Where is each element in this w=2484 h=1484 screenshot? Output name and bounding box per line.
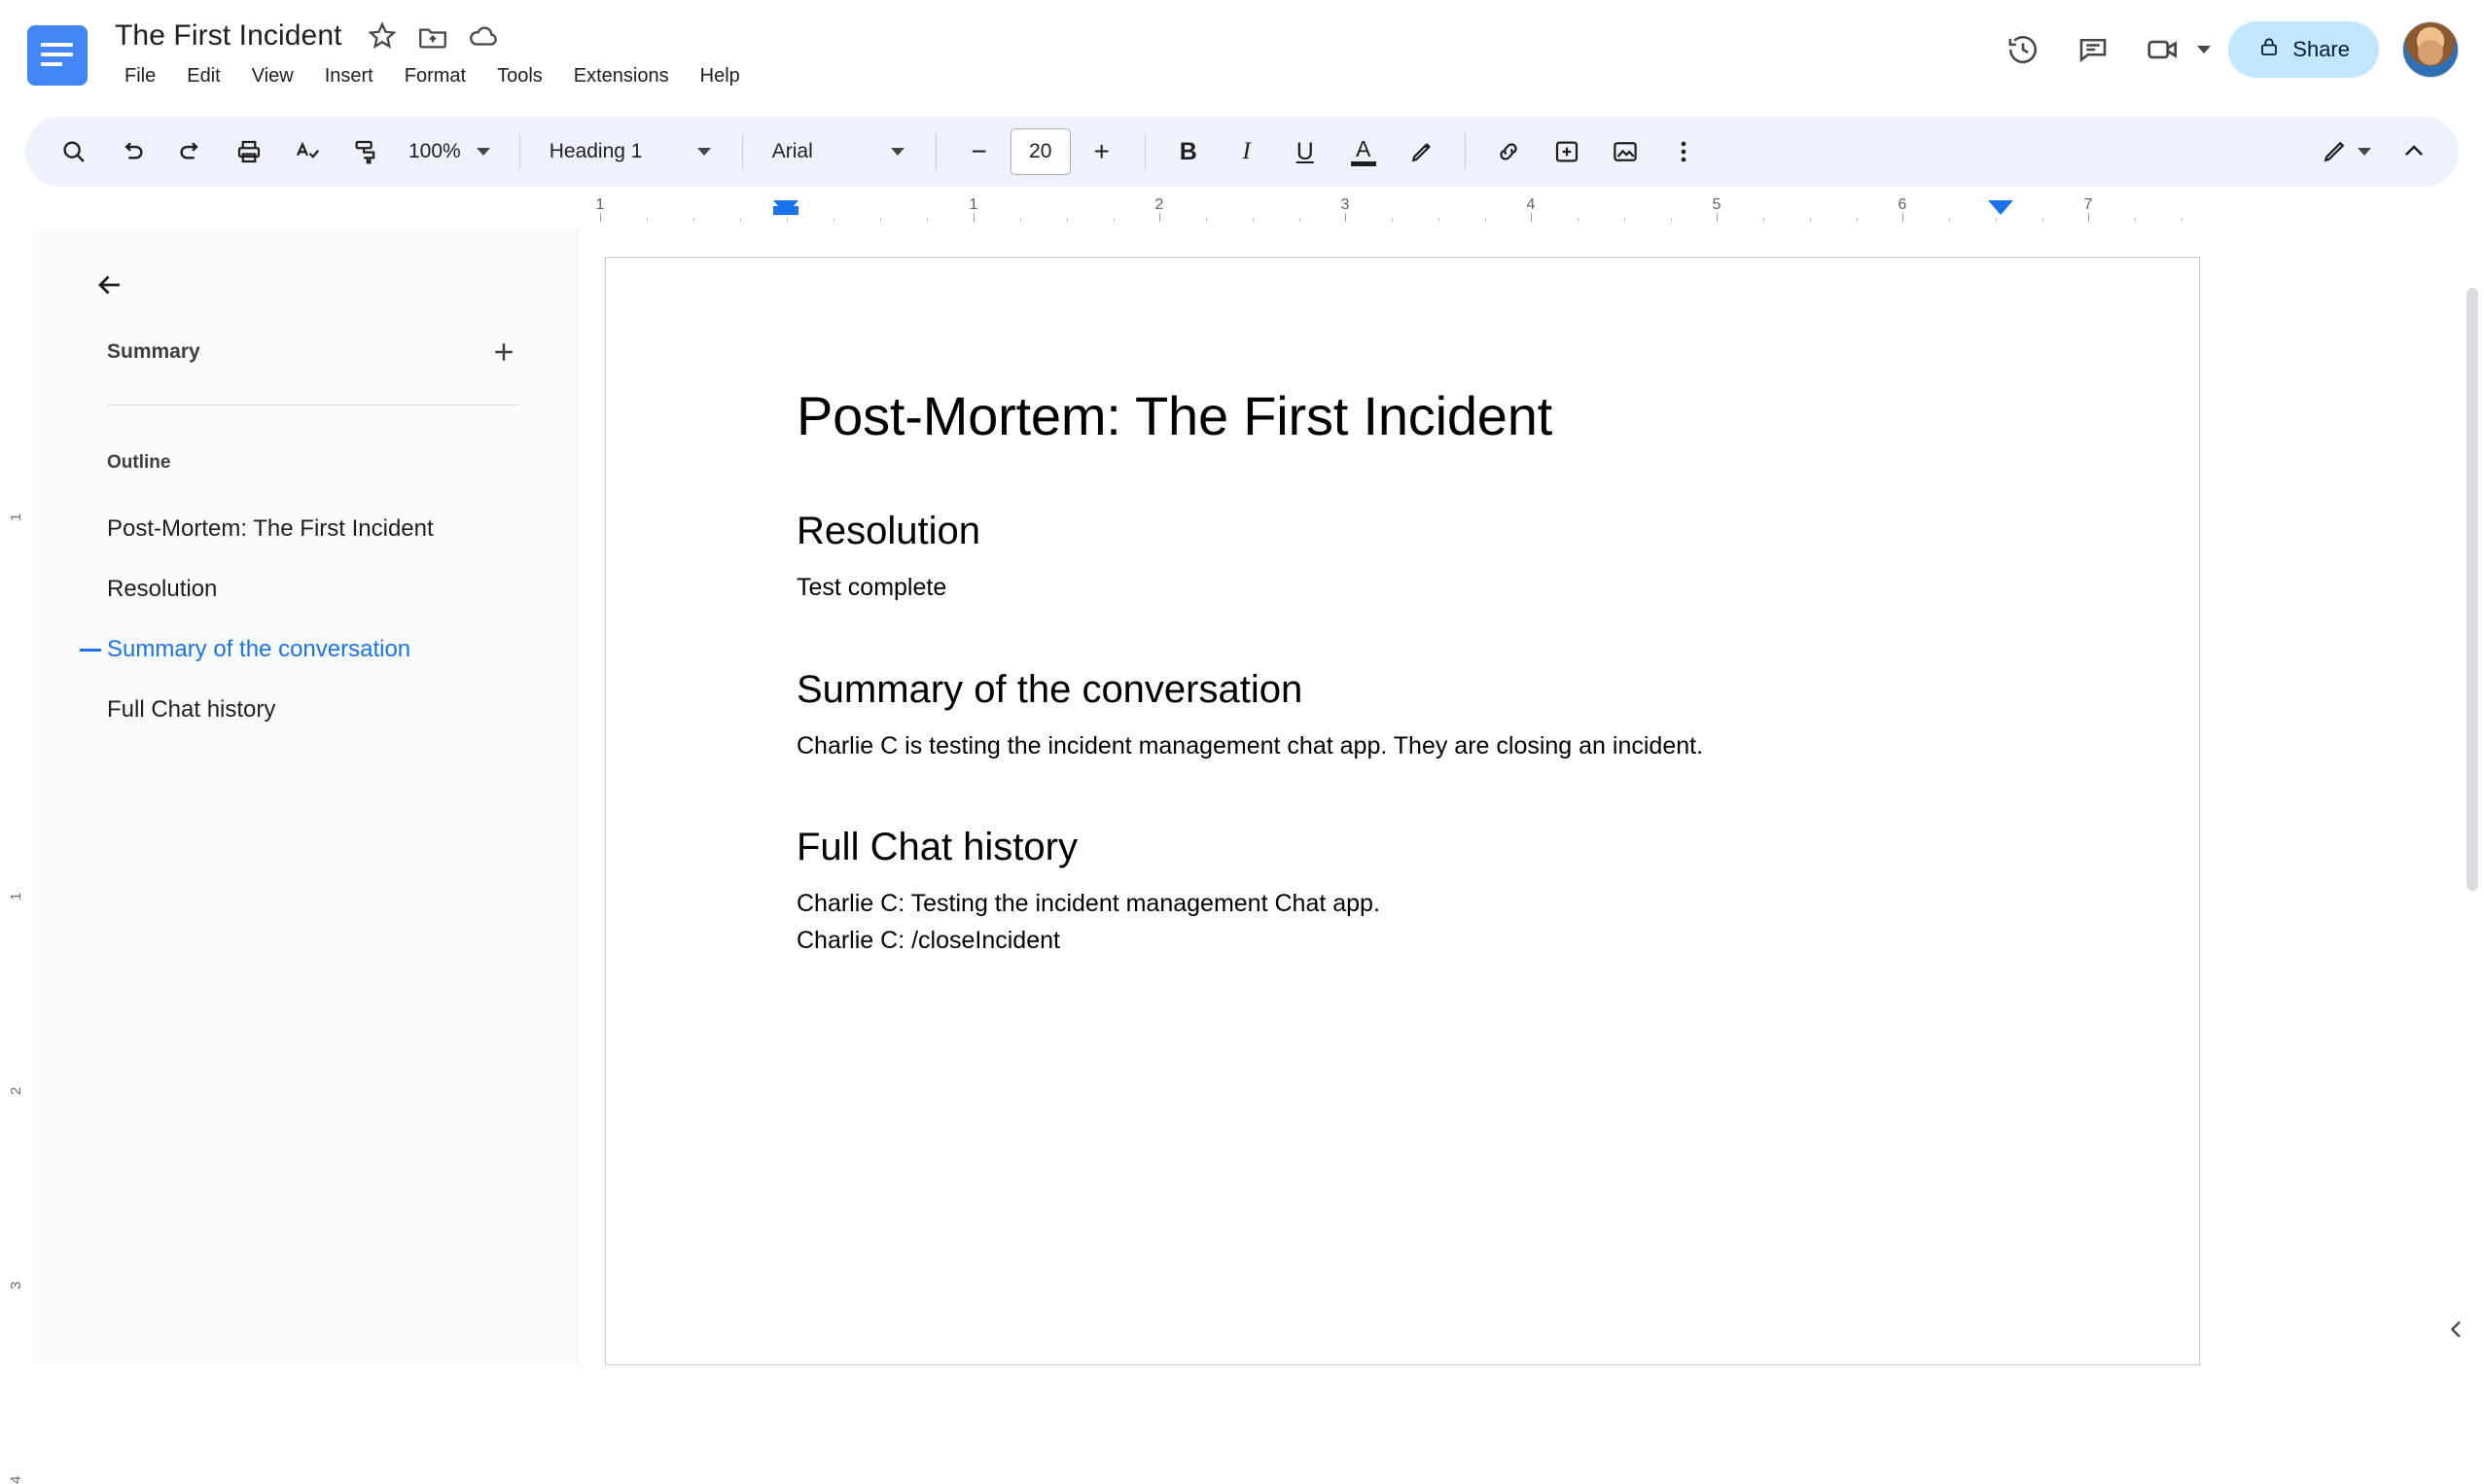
decrease-font-size-button[interactable]: −	[971, 136, 987, 166]
section-paragraph: Charlie C is testing the incident management chat app. They are closing an incident.	[797, 731, 1704, 760]
summary-section-header	[33, 323, 577, 381]
collapse-menus-chevron-icon[interactable]	[2387, 124, 2441, 179]
font-family-value: Arial	[771, 140, 813, 162]
ruler-number: 5	[1712, 196, 1721, 213]
section-paragraph: Test complete	[797, 574, 947, 601]
ruler-number: 1	[969, 196, 978, 213]
outline-item-resolution[interactable]	[33, 559, 577, 619]
ruler-number: 4	[1526, 196, 1536, 213]
highlight-pen-icon[interactable]	[1395, 124, 1449, 179]
toolbar-divider-1	[519, 134, 520, 169]
vruler-number: 3	[8, 1281, 24, 1290]
title-and-menus	[109, 18, 752, 92]
text-color-swatch	[1351, 135, 1376, 166]
menu-view[interactable]: View	[251, 65, 294, 87]
toolbar-wrapper	[0, 117, 2484, 187]
right-rail	[2455, 230, 2484, 1365]
version-history-icon[interactable]	[1993, 19, 2053, 80]
toolbar-divider-4	[1145, 134, 1146, 169]
app-header	[0, 0, 2484, 117]
google-docs-icon[interactable]	[27, 25, 88, 86]
cloud-saved-icon[interactable]	[467, 19, 500, 53]
search-icon[interactable]	[47, 124, 101, 179]
move-folder-icon[interactable]	[416, 19, 449, 53]
outline-item-full-chat-history[interactable]	[33, 680, 577, 740]
ruler-number: 2	[1154, 196, 1164, 213]
more-options-icon[interactable]	[1656, 124, 1711, 179]
header-actions	[1993, 19, 2459, 80]
vertical-ruler	[0, 230, 33, 1484]
text-color-letter: A	[1356, 135, 1371, 161]
menu-edit[interactable]: Edit	[187, 65, 221, 87]
menu-format[interactable]: Format	[404, 65, 467, 87]
vertical-scrollbar-thumb[interactable]	[2466, 288, 2478, 891]
right-indent-marker[interactable]	[1988, 200, 2013, 215]
menu-file[interactable]: File	[124, 65, 157, 87]
document-canvas[interactable]	[578, 230, 2484, 1365]
vruler-number: 2	[8, 1086, 24, 1095]
paragraph-style-value: Heading 1	[549, 140, 643, 162]
zoom-chevron-down-icon	[477, 148, 490, 156]
body-area	[0, 230, 2484, 1484]
document-title-heading: Post-Mortem: The First Incident	[797, 385, 1553, 446]
toolbar-divider-3	[936, 134, 937, 169]
active-outline-dash-icon	[80, 649, 101, 652]
toolbar-divider-2	[742, 134, 743, 169]
outline-item-summary-of-the-conversation[interactable]	[33, 619, 577, 680]
menu-bar	[113, 60, 752, 92]
vruler-number: 1	[8, 512, 24, 521]
document-page[interactable]	[605, 257, 2200, 1365]
ruler-number: 3	[1340, 196, 1350, 213]
menu-insert[interactable]: Insert	[324, 65, 373, 87]
menu-tools[interactable]: Tools	[497, 65, 543, 87]
text-color-button[interactable]	[1336, 124, 1391, 179]
vruler-number: 4	[8, 1475, 24, 1484]
insert-image-icon[interactable]	[1598, 124, 1652, 179]
redo-icon[interactable]	[163, 124, 218, 179]
outline-item-label: Resolution	[107, 576, 218, 602]
paint-format-icon[interactable]	[338, 124, 393, 179]
left-indent-marker[interactable]	[773, 200, 798, 215]
increase-font-size-button[interactable]: +	[1093, 136, 1110, 166]
zoom-value: 100%	[408, 140, 461, 162]
expand-panel-chevron-icon[interactable]	[2443, 1316, 2470, 1348]
share-button-label: Share	[2292, 37, 2350, 61]
share-button[interactable]	[2228, 21, 2379, 78]
add-comment-icon[interactable]	[1540, 124, 1594, 179]
ruler-number: 6	[1898, 196, 1907, 213]
back-arrow-icon[interactable]	[80, 255, 140, 315]
document-title[interactable]: The First Incident	[115, 19, 342, 52]
font-size-input[interactable]	[1011, 128, 1071, 175]
summary-title: Summary	[107, 340, 200, 363]
title-row	[109, 18, 752, 54]
outline-item-label: Summary of the conversation	[107, 636, 411, 662]
outline-title: Outline	[107, 452, 171, 473]
ruler-ticks	[19, 212, 2484, 222]
menu-extensions[interactable]: Extensions	[573, 65, 669, 87]
vruler-number: 1	[8, 892, 24, 901]
section-heading-summary: Summary of the conversation	[797, 667, 1303, 711]
avatar[interactable]	[2402, 21, 2459, 78]
editing-mode-chevron-down-icon[interactable]	[2358, 148, 2371, 156]
section-heading-full-chat-history: Full Chat history	[797, 826, 1078, 868]
font-family-chevron-down-icon	[891, 148, 905, 156]
ruler-number: 1	[595, 196, 605, 213]
outline-item-label: Full Chat history	[107, 696, 276, 723]
section-paragraph: Charlie C: /closeIncident	[797, 926, 1060, 954]
text-color-bar	[1351, 161, 1376, 166]
paragraph-style-chevron-down-icon	[697, 148, 711, 156]
editing-mode-pencil-icon[interactable]	[2307, 124, 2361, 179]
zoom-control[interactable]	[397, 126, 504, 177]
bold-button[interactable]: B	[1179, 137, 1197, 165]
italic-button[interactable]: I	[1242, 138, 1251, 164]
outline-item-post-mortem[interactable]	[33, 499, 577, 559]
ruler-number: 7	[2083, 196, 2093, 213]
print-icon[interactable]	[222, 124, 276, 179]
toolbar-divider-5	[1465, 134, 1466, 169]
document-outline-sidebar	[33, 230, 578, 1365]
font-family-select[interactable]	[759, 126, 920, 177]
menu-help[interactable]: Help	[699, 65, 740, 87]
section-heading-resolution: Resolution	[797, 510, 981, 552]
comment-history-icon[interactable]	[2063, 19, 2123, 80]
toolbar-right-group	[2307, 124, 2441, 179]
sidebar-divider	[107, 405, 518, 406]
star-icon[interactable]	[366, 19, 399, 53]
outline-item-label: Post-Mortem: The First Incident	[107, 515, 434, 542]
font-size-stepper	[952, 124, 1129, 179]
add-summary-plus-icon[interactable]	[478, 326, 530, 378]
undo-icon[interactable]	[105, 124, 160, 179]
toolbar	[25, 117, 2459, 187]
video-camera-icon[interactable]	[2133, 19, 2193, 80]
underline-button[interactable]: U	[1295, 137, 1314, 165]
docs-icon-lines	[41, 43, 73, 72]
meet-options-chevron-down-icon[interactable]	[2197, 46, 2211, 53]
outline-list	[33, 499, 577, 740]
horizontal-ruler[interactable]	[19, 194, 2484, 230]
spellcheck-icon[interactable]	[280, 124, 335, 179]
lock-icon	[2257, 35, 2281, 64]
section-paragraph: Charlie C: Testing the incident management Chat app.	[797, 890, 1380, 917]
paragraph-style-select[interactable]	[536, 126, 727, 177]
insert-link-icon[interactable]	[1481, 124, 1536, 179]
